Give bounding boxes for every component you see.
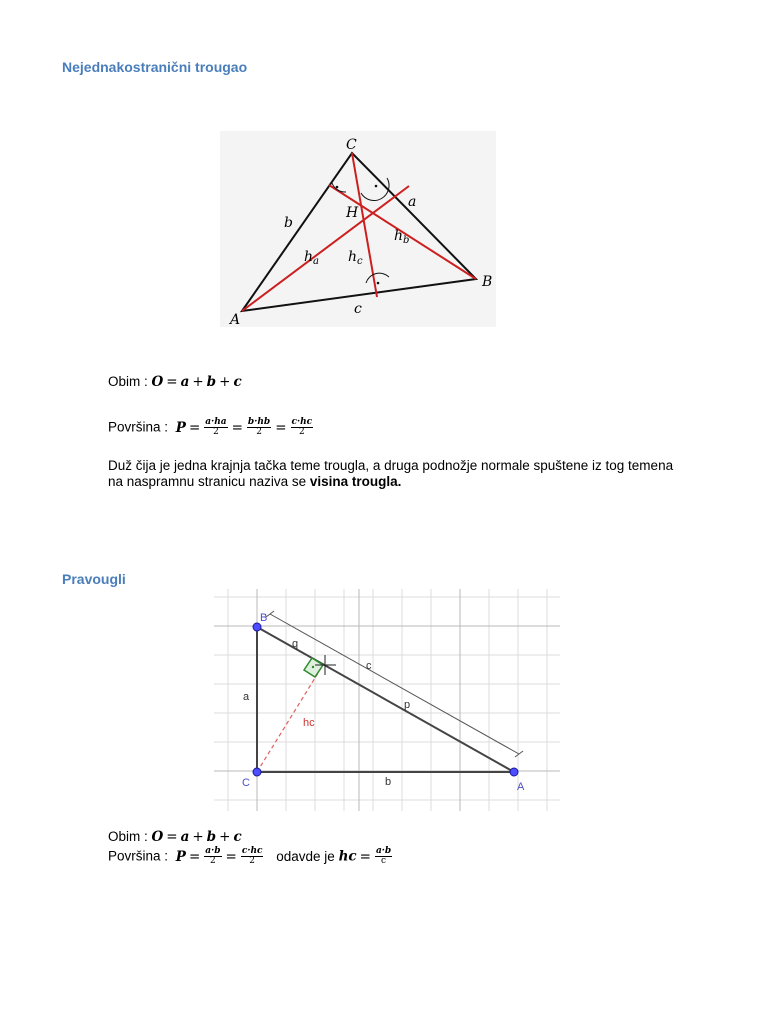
vertex-label-C: C bbox=[346, 137, 357, 153]
side-label-a: a bbox=[408, 194, 417, 210]
side-label-c: c bbox=[354, 301, 362, 317]
label-p: p bbox=[404, 699, 411, 711]
point-A bbox=[510, 768, 518, 776]
perimeter-formula-scalene: Obim : O = a + b + c bbox=[108, 374, 242, 390]
label-q: q bbox=[292, 638, 299, 650]
label-B: B bbox=[260, 612, 268, 624]
vertex-label-H: H bbox=[346, 205, 359, 221]
label-C: C bbox=[242, 777, 250, 789]
perimeter-formula-right: Obim : O = a + b + c bbox=[108, 829, 242, 845]
point-C bbox=[253, 768, 261, 776]
label-b: b bbox=[385, 776, 392, 788]
scalene-triangle-figure bbox=[220, 131, 496, 327]
point-B bbox=[253, 623, 261, 631]
section-heading-right-triangle: Pravougli bbox=[62, 571, 126, 587]
right-triangle-figure bbox=[214, 589, 560, 811]
label-a: a bbox=[243, 691, 250, 703]
height-definition-paragraph: Duž čija je jedna krajnja tačka teme trougla, a druga podnožje normale spuštene iz tog temena na naspramnu stranicu naziva se visina trougla. bbox=[108, 458, 674, 489]
vertex-label-A: A bbox=[230, 312, 241, 327]
height-label-hb: $h_b$ bbox=[394, 228, 410, 246]
height-label-hc: $h_c$ bbox=[348, 249, 363, 267]
section-heading-scalene: Nejednakostranični trougao bbox=[62, 59, 248, 75]
label-c: c bbox=[366, 660, 372, 672]
side-label-b: b bbox=[284, 215, 293, 231]
area-formula-right: Površina : P = $\frac{a\cdot b}{2}$ = $\frac{c\cdot hc}{2}$ odavde je hc = $\frac{a\cdot b}{c}$ bbox=[108, 846, 392, 867]
label-hc: hc bbox=[303, 717, 315, 729]
height-label-ha: $h_a$ bbox=[304, 249, 319, 267]
label-A: A bbox=[517, 781, 525, 793]
vertex-label-B: B bbox=[482, 274, 493, 290]
area-formula-scalene: Površina : P = $\frac{a\cdot ha}{2}$ = $\frac{b\cdot hb}{2}$ = $\frac{c\cdot hc}{2}$ bbox=[108, 417, 313, 438]
